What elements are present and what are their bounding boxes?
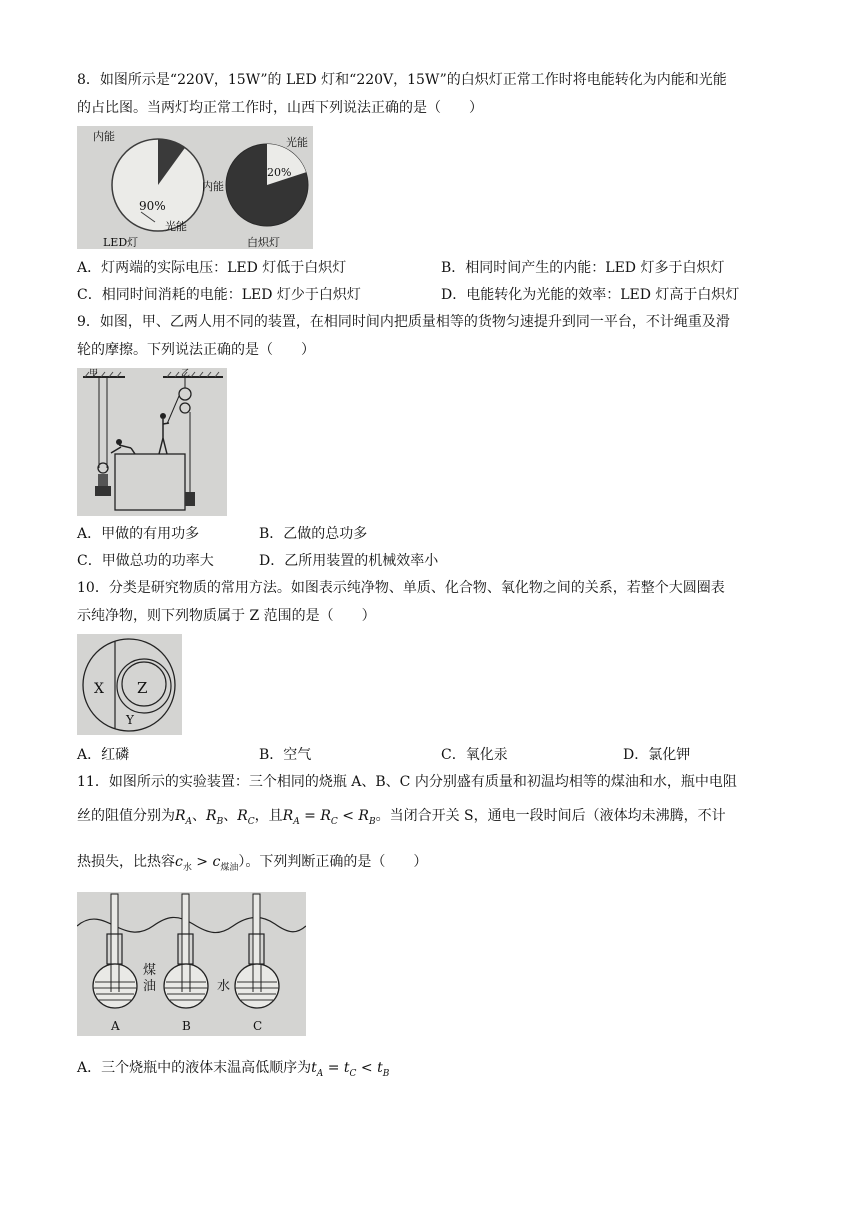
q9-option-a: A．甲做的有用功多: [77, 526, 200, 542]
label-z: Z: [137, 679, 148, 697]
q9-pulley-figure: [77, 368, 227, 516]
q10-option-d: D．氯化钾: [623, 747, 691, 763]
label-x: X: [94, 681, 104, 697]
led-inner-label: 内能: [93, 130, 115, 143]
kerosene-label-1: 煤: [143, 963, 157, 978]
q11-flask-figure: [77, 892, 306, 1036]
incandescent-inner-label: 内能: [202, 180, 224, 193]
flask-label-c: C: [253, 1019, 263, 1033]
q10-stem-line1: 10．分类是研究物质的常用方法。如图表示纯净物、单质、化合物、氧化物之间的关系，若整个大圆圈表: [77, 580, 725, 596]
q11-stem-line2: 丝的阻值分别为$R_A$、$R_B$、$R_C$，且$R_A = R_C < R_B$。当闭合开关 S，通电一段时间后（液体均未沸腾，不计: [77, 808, 726, 827]
q9-stem-line2: 轮的摩擦。下列说法正确的是（ ）: [77, 342, 315, 358]
incandescent-caption: 白炽灯: [247, 236, 280, 249]
q11-option-a: A．三个烧瓶中的液体末温高低顺序为$t_A = t_C < t_B$: [77, 1060, 390, 1079]
q10-venn-figure: [77, 634, 182, 735]
q10-option-b: B．空气: [259, 747, 312, 763]
led-percent-label: 90%: [139, 199, 166, 213]
kerosene-label-2: 油: [143, 979, 157, 994]
flask-c: [235, 894, 279, 1008]
q11-stem-line1: 11．如图所示的实验装置：三个相同的烧瓶 A、B、C 内分别盛有质量和初温均相等的煤油和水，瓶中电阻: [77, 774, 737, 790]
water-label: 水: [217, 979, 231, 994]
q9-option-d: D．乙所用装置的机械效率小: [259, 553, 439, 569]
q8-stem-line2: 的占比图。当两灯均正常工作时，山西下列说法正确的是（ ）: [77, 100, 483, 116]
q9-stem-line1: 9．如图，甲、乙两人用不同的装置，在相同时间内把质量相等的货物匀速提升到同一平台，不计绳重及滑: [77, 314, 730, 330]
q8-option-a: A．灯两端的实际电压：LED 灯低于白炽灯: [77, 260, 347, 276]
flask-a: [93, 894, 137, 1008]
q9-option-b: B．乙做的总功多: [259, 526, 368, 542]
label-jia: 甲: [89, 369, 99, 379]
led-light-label: 光能: [165, 220, 187, 233]
q10-option-a: A．红磷: [77, 747, 130, 763]
incandescent-percent-label: 20%: [267, 166, 292, 179]
flask-label-b: B: [182, 1019, 191, 1033]
q8-pie-figure: [77, 126, 313, 249]
label-y: Y: [126, 713, 134, 727]
incandescent-light-label: 光能: [286, 136, 308, 149]
q10-option-c: C．氧化汞: [441, 747, 508, 763]
q9-option-c: C．甲做总功的功率大: [77, 553, 214, 569]
q10-stem-line2: 示纯净物，则下列物质属于 Z 范围的是（ ）: [77, 608, 376, 624]
flask-b: [164, 894, 208, 1008]
label-yi: 乙: [181, 369, 191, 379]
q8-option-d: D．电能转化为光能的效率：LED 灯高于白炽灯: [441, 287, 740, 303]
flask-label-a: A: [111, 1019, 120, 1033]
q11-stem-line3: 热损失，比热容$c_水 > c_{煤油}$）。下列判断正确的是（ ）: [77, 854, 428, 873]
q8-option-c: C．相同时间消耗的电能：LED 灯少于白炽灯: [77, 287, 361, 303]
q8-option-b: B．相同时间产生的内能：LED 灯多于白炽灯: [441, 260, 725, 276]
led-caption: LED灯: [103, 236, 139, 249]
q8-stem-line1: 8．如图所示是“220V，15W”的 LED 灯和“220V，15W”的白炽灯正常工作时将电能转化为内能和光能: [77, 72, 727, 88]
